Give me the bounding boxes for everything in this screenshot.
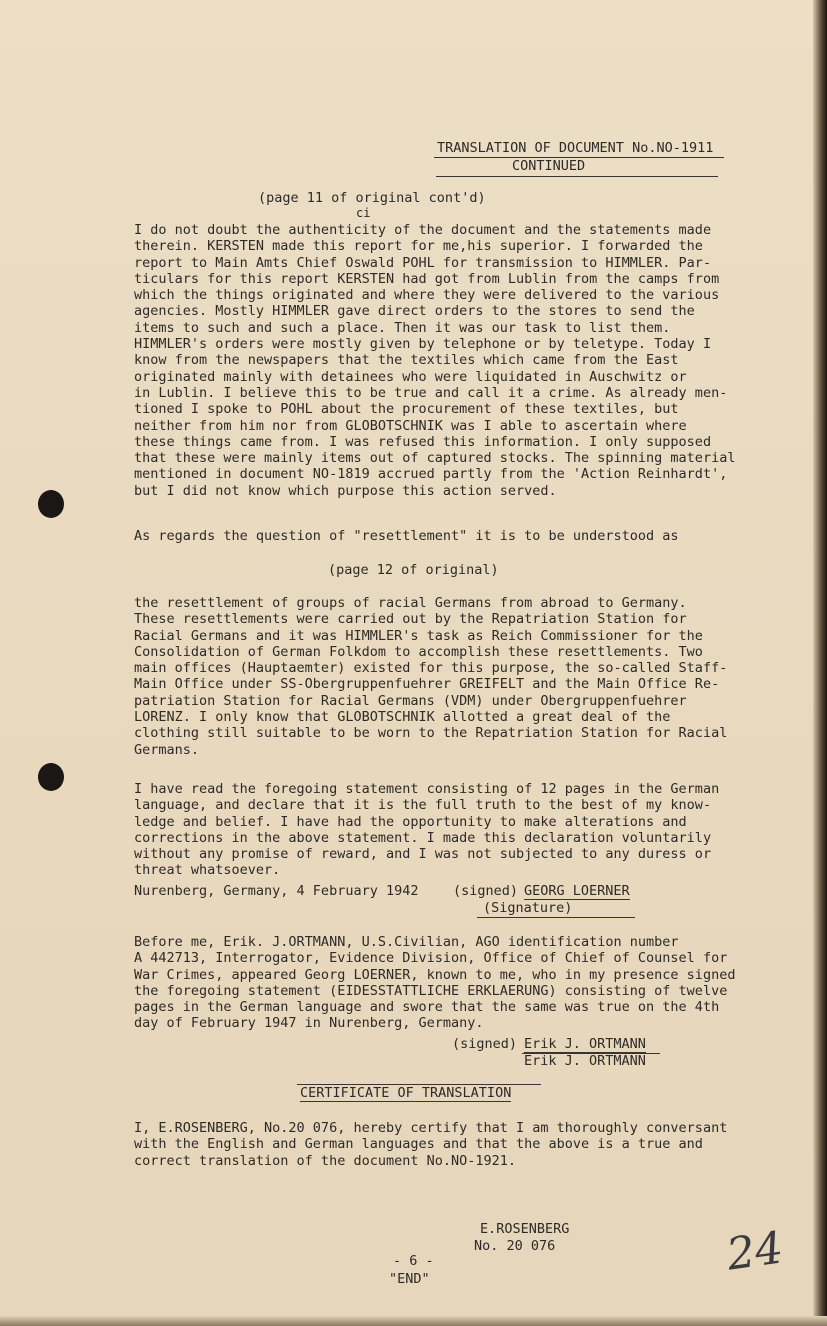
para1-line: which the things originated and where they were delivered to the various (134, 287, 720, 304)
signature-name: GEORG LOERNER (524, 883, 630, 899)
signed-label: (signed) (453, 883, 519, 899)
para1-line: but I did not know which purpose this action served. (134, 482, 557, 499)
translator-name: E.ROSENBERG (480, 1221, 570, 1237)
para3-line: Germans. (134, 741, 200, 758)
para3-line: Racial Germans and it was HIMMLER's task as Reich Commissioner for the (134, 627, 703, 644)
para3-line: clothing still suitable to be worn to the Repatriation Station for Racial (134, 725, 728, 742)
para5-line: A 442713, Interrogator, Evidence Division, Office of Chief of Counsel for (134, 950, 728, 967)
para1-line: ticulars for this report KERSTEN had got from Lublin from the camps from (134, 270, 720, 287)
para4-line: threat whatsoever. (134, 862, 281, 879)
para4-line: ledge and belief. I have had the opportunity to make alterations and (134, 813, 687, 830)
page-edge-bottom (0, 1316, 827, 1326)
para1-line: know from the newspapers that the textiles which came from the East (134, 352, 679, 369)
para1-line: that these were mainly items out of captured stocks. The spinning material (134, 450, 736, 467)
para4-line: I have read the foregoing statement consisting of 12 pages in the German (134, 781, 720, 797)
para1-line: agencies. Mostly HIMMLER gave direct orders to the stores to send the (134, 303, 695, 320)
officer-name-typed: Erik J. ORTMANN (524, 1053, 646, 1069)
paragraph-3 (134, 595, 727, 758)
para1-line: I do not doubt the authenticity of the document and the statements made (134, 222, 712, 238)
para1-line: therein. KERSTEN made this report for me,his superior. I forwarded the (134, 238, 703, 255)
officer-signature: Erik J. ORTMANN (524, 1036, 646, 1052)
para4-line: without any promise of reward, and I was not subjected to any duress or (134, 846, 712, 863)
certificate-text (134, 1120, 727, 1169)
para5-line: pages in the German language and swore that the same was true on the 4th (134, 999, 720, 1016)
paragraph-2: As regards the question of "resettlement" it is to be understood as (134, 528, 679, 544)
certificate-line: correct translation of the document No.NO-1921. (134, 1152, 517, 1169)
title-rule-2 (436, 176, 718, 177)
para1-line: neither from him nor from GLOBOTSCHNIK was I able to ascertain where (134, 417, 687, 434)
para1-line: HIMMLER's orders were mostly given by telephone or by teletype. Today I (134, 336, 712, 353)
document-title: TRANSLATION OF DOCUMENT No.NO-1911 (437, 140, 714, 156)
page-edge-right (813, 0, 827, 1326)
punch-hole-upper (38, 490, 64, 518)
page11-note: (page 11 of original cont'd) (258, 190, 486, 206)
margin-mark: ci (356, 206, 371, 220)
certificate-heading: CERTIFICATE OF TRANSLATION (300, 1085, 512, 1101)
page12-note: (page 12 of original) (328, 562, 499, 578)
para3-line: the resettlement of groups of racial Germans from abroad to Germany. (134, 595, 687, 611)
document-subtitle: CONTINUED (512, 158, 586, 174)
certificate-line: with the English and German languages and that the above is a true and (134, 1136, 703, 1153)
para3-line: Consolidation of German Folkdom to accomplish these resettlements. Two (134, 643, 703, 660)
para1-line: mentioned in document NO-1819 accrued partly from the 'Action Reinhardt', (134, 466, 728, 483)
para3-line: main offices (Hauptaemter) existed for this purpose, the so-called Staff- (134, 660, 728, 677)
para1-line: in Lublin. I believe this to be true and call it a crime. As already men- (134, 384, 728, 401)
signature-caption: (Signature) (483, 900, 573, 916)
paragraph-1 (134, 222, 735, 499)
para4-line: corrections in the above statement. I made this declaration voluntarily (134, 829, 712, 846)
translator-number: No. 20 076 (474, 1238, 556, 1254)
para5-line: day of February 1947 in Nurenberg, Germany. (134, 1015, 484, 1032)
para3-line: These resettlements were carried out by the Repatriation Station for (134, 611, 687, 628)
para5-line: the foregoing statement (EIDESSTATTLICHE ERKLAERUNG) consisting of twelve (134, 982, 728, 999)
signature-rule (477, 917, 635, 918)
para1-line: originated mainly with detainees who were liquidated in Auschwitz or (134, 368, 687, 385)
para1-line: items to such and such a place. Then it was our task to list them. (134, 319, 671, 336)
para1-line: report to Main Amts Chief Oswald POHL for transmission to HIMMLER. Par- (134, 254, 712, 271)
signed-label-2: (signed) (452, 1036, 518, 1052)
para5-line: Before me, Erik. J.ORTMANN, U.S.Civilian, AGO identification number (134, 934, 679, 950)
paragraph-4 (134, 781, 719, 879)
para5-line: War Crimes, appeared Georg LOERNER, known to me, who in my presence signed (134, 966, 736, 983)
officer-signature-rule (522, 1053, 660, 1054)
page-number: - 6 - (393, 1253, 434, 1269)
para3-line: LORENZ. I only know that GLOBOTSCHNIK allotted a great deal of the (134, 709, 671, 726)
para4-line: language, and declare that it is the full truth to the best of my know- (134, 797, 712, 814)
end-mark: "END" (389, 1271, 430, 1287)
signature-place-date: Nurenberg, Germany, 4 February 1942 (134, 883, 419, 899)
para1-line: these things came from. I was refused this information. I only supposed (134, 433, 712, 450)
punch-hole-lower (38, 763, 64, 791)
paragraph-5 (134, 934, 735, 1032)
certificate-line: I, E.ROSENBERG, No.20 076, hereby certify that I am thoroughly conversant (134, 1120, 728, 1136)
para1-line: tioned I spoke to POHL about the procurement of these textiles, but (134, 401, 679, 418)
handwritten-page-number: 24 (723, 1222, 787, 1281)
para3-line: Main Office under SS-Obergruppenfuehrer GREIFELT and the Main Office Re- (134, 676, 720, 693)
para3-line: patriation Station for Racial Germans (VDM) under Obergruppenfuehrer (134, 692, 687, 709)
